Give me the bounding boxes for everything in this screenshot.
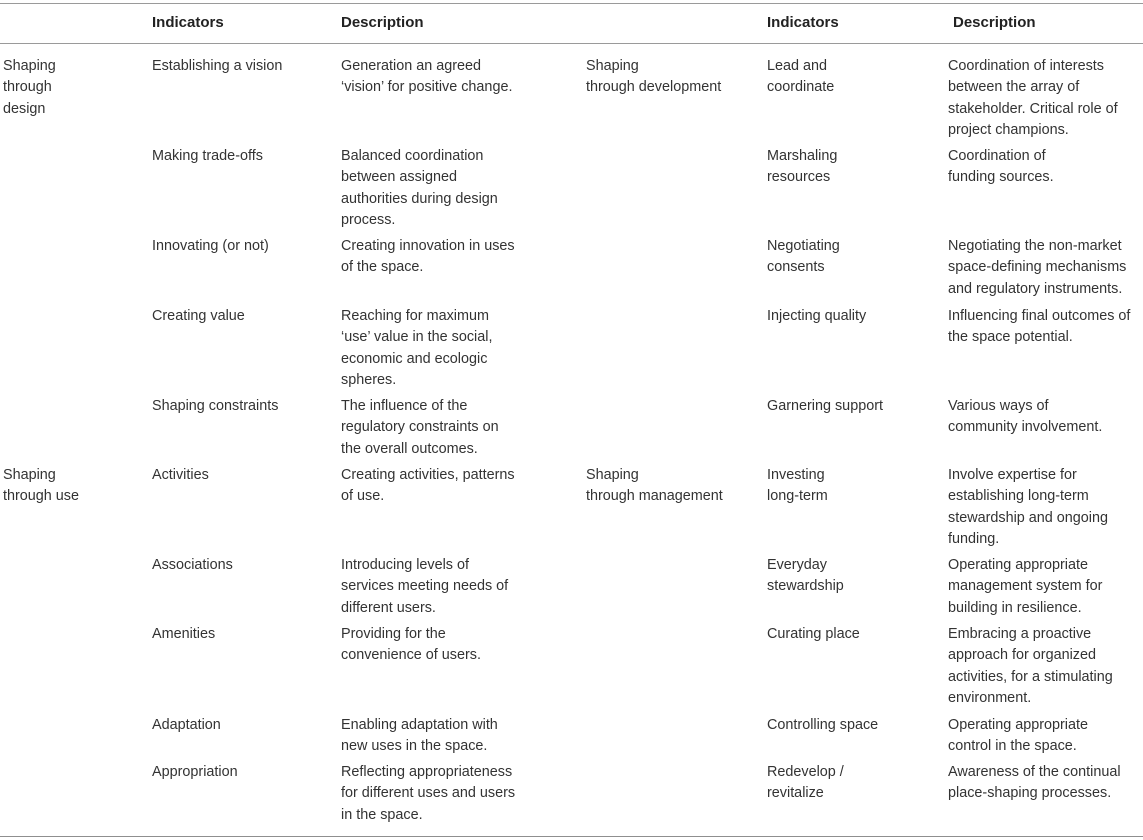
table-bottom-rule bbox=[0, 836, 1143, 837]
left-description: Balanced coordination between assigned authorities during design process. bbox=[341, 148, 498, 229]
left-indicator: Associations bbox=[152, 557, 233, 573]
right-indicator: Lead and coordinate bbox=[767, 58, 835, 96]
right-indicator: Redevelop / revitalize bbox=[767, 764, 844, 802]
left-description: Introducing levels of services meeting needs of different users. bbox=[341, 557, 509, 616]
left-description: Enabling adaptation with new uses in the space. bbox=[341, 717, 498, 755]
right-description: Negotiating the non-market space-defining mechanisms and regulatory instruments. bbox=[948, 238, 1127, 297]
left-indicator: Shaping constraints bbox=[152, 398, 279, 414]
left-description: Providing for the convenience of users. bbox=[341, 626, 481, 664]
right-description: Influencing final outcomes of the space potential. bbox=[948, 308, 1131, 346]
header-rule bbox=[0, 43, 1143, 44]
table-top-rule bbox=[0, 3, 1143, 4]
right-description: Coordination of interests between the array of stakeholder. Critical role of project champions. bbox=[948, 58, 1118, 139]
header-indicators-left: Indicators bbox=[152, 14, 224, 31]
left-indicator: Creating value bbox=[152, 308, 245, 324]
left-description: Generation an agreed ‘vision’ for positive change. bbox=[341, 58, 513, 96]
right-indicator: Curating place bbox=[767, 626, 860, 642]
right-description: Coordination of funding sources. bbox=[948, 148, 1054, 186]
left-indicator: Adaptation bbox=[152, 717, 221, 733]
right-indicator: Garnering support bbox=[767, 398, 883, 414]
right-description: Awareness of the continual place-shaping processes. bbox=[948, 764, 1121, 802]
header-description-right: Description bbox=[953, 14, 1036, 31]
header-description-left: Description bbox=[341, 14, 424, 31]
left-indicator: Innovating (or not) bbox=[152, 238, 269, 254]
right-indicator: Negotiating consents bbox=[767, 238, 840, 276]
group-shaping-through-use: Shaping through use bbox=[3, 467, 80, 505]
header-indicators-right: Indicators bbox=[767, 14, 839, 31]
right-description: Operating appropriate management system for building in resilience. bbox=[948, 557, 1103, 616]
left-indicator: Activities bbox=[152, 467, 209, 483]
right-description: Operating appropriate control in the space. bbox=[948, 717, 1088, 755]
right-description: Various ways of community involvement. bbox=[948, 398, 1103, 436]
right-description: Embracing a proactive approach for organized activities, for a stimulating environment. bbox=[948, 626, 1113, 707]
group-shaping-through-design: Shaping through design bbox=[3, 58, 56, 117]
left-description: Reflecting appropriateness for different uses and users in the space. bbox=[341, 764, 516, 823]
right-description: Involve expertise for establishing long-term stewardship and ongoing funding. bbox=[948, 467, 1109, 548]
right-indicator: Controlling space bbox=[767, 717, 879, 733]
right-indicator: Injecting quality bbox=[767, 308, 867, 324]
group-shaping-through-development: Shaping through development bbox=[586, 58, 722, 96]
right-indicator: Everyday stewardship bbox=[767, 557, 844, 595]
left-indicator: Appropriation bbox=[152, 764, 238, 780]
right-indicator: Marshaling resources bbox=[767, 148, 838, 186]
left-indicator: Establishing a vision bbox=[152, 58, 283, 74]
left-description: Reaching for maximum ‘use’ value in the social, economic and ecologic spheres. bbox=[341, 308, 493, 389]
left-indicator: Amenities bbox=[152, 626, 216, 642]
right-indicator: Investing long-term bbox=[767, 467, 828, 505]
left-indicator: Making trade-offs bbox=[152, 148, 263, 164]
left-description: Creating innovation in uses of the space. bbox=[341, 238, 515, 276]
left-description: Creating activities, patterns of use. bbox=[341, 467, 515, 505]
left-description: The influence of the regulatory constraints on the overall outcomes. bbox=[341, 398, 499, 457]
group-shaping-through-management: Shaping through management bbox=[586, 467, 723, 505]
